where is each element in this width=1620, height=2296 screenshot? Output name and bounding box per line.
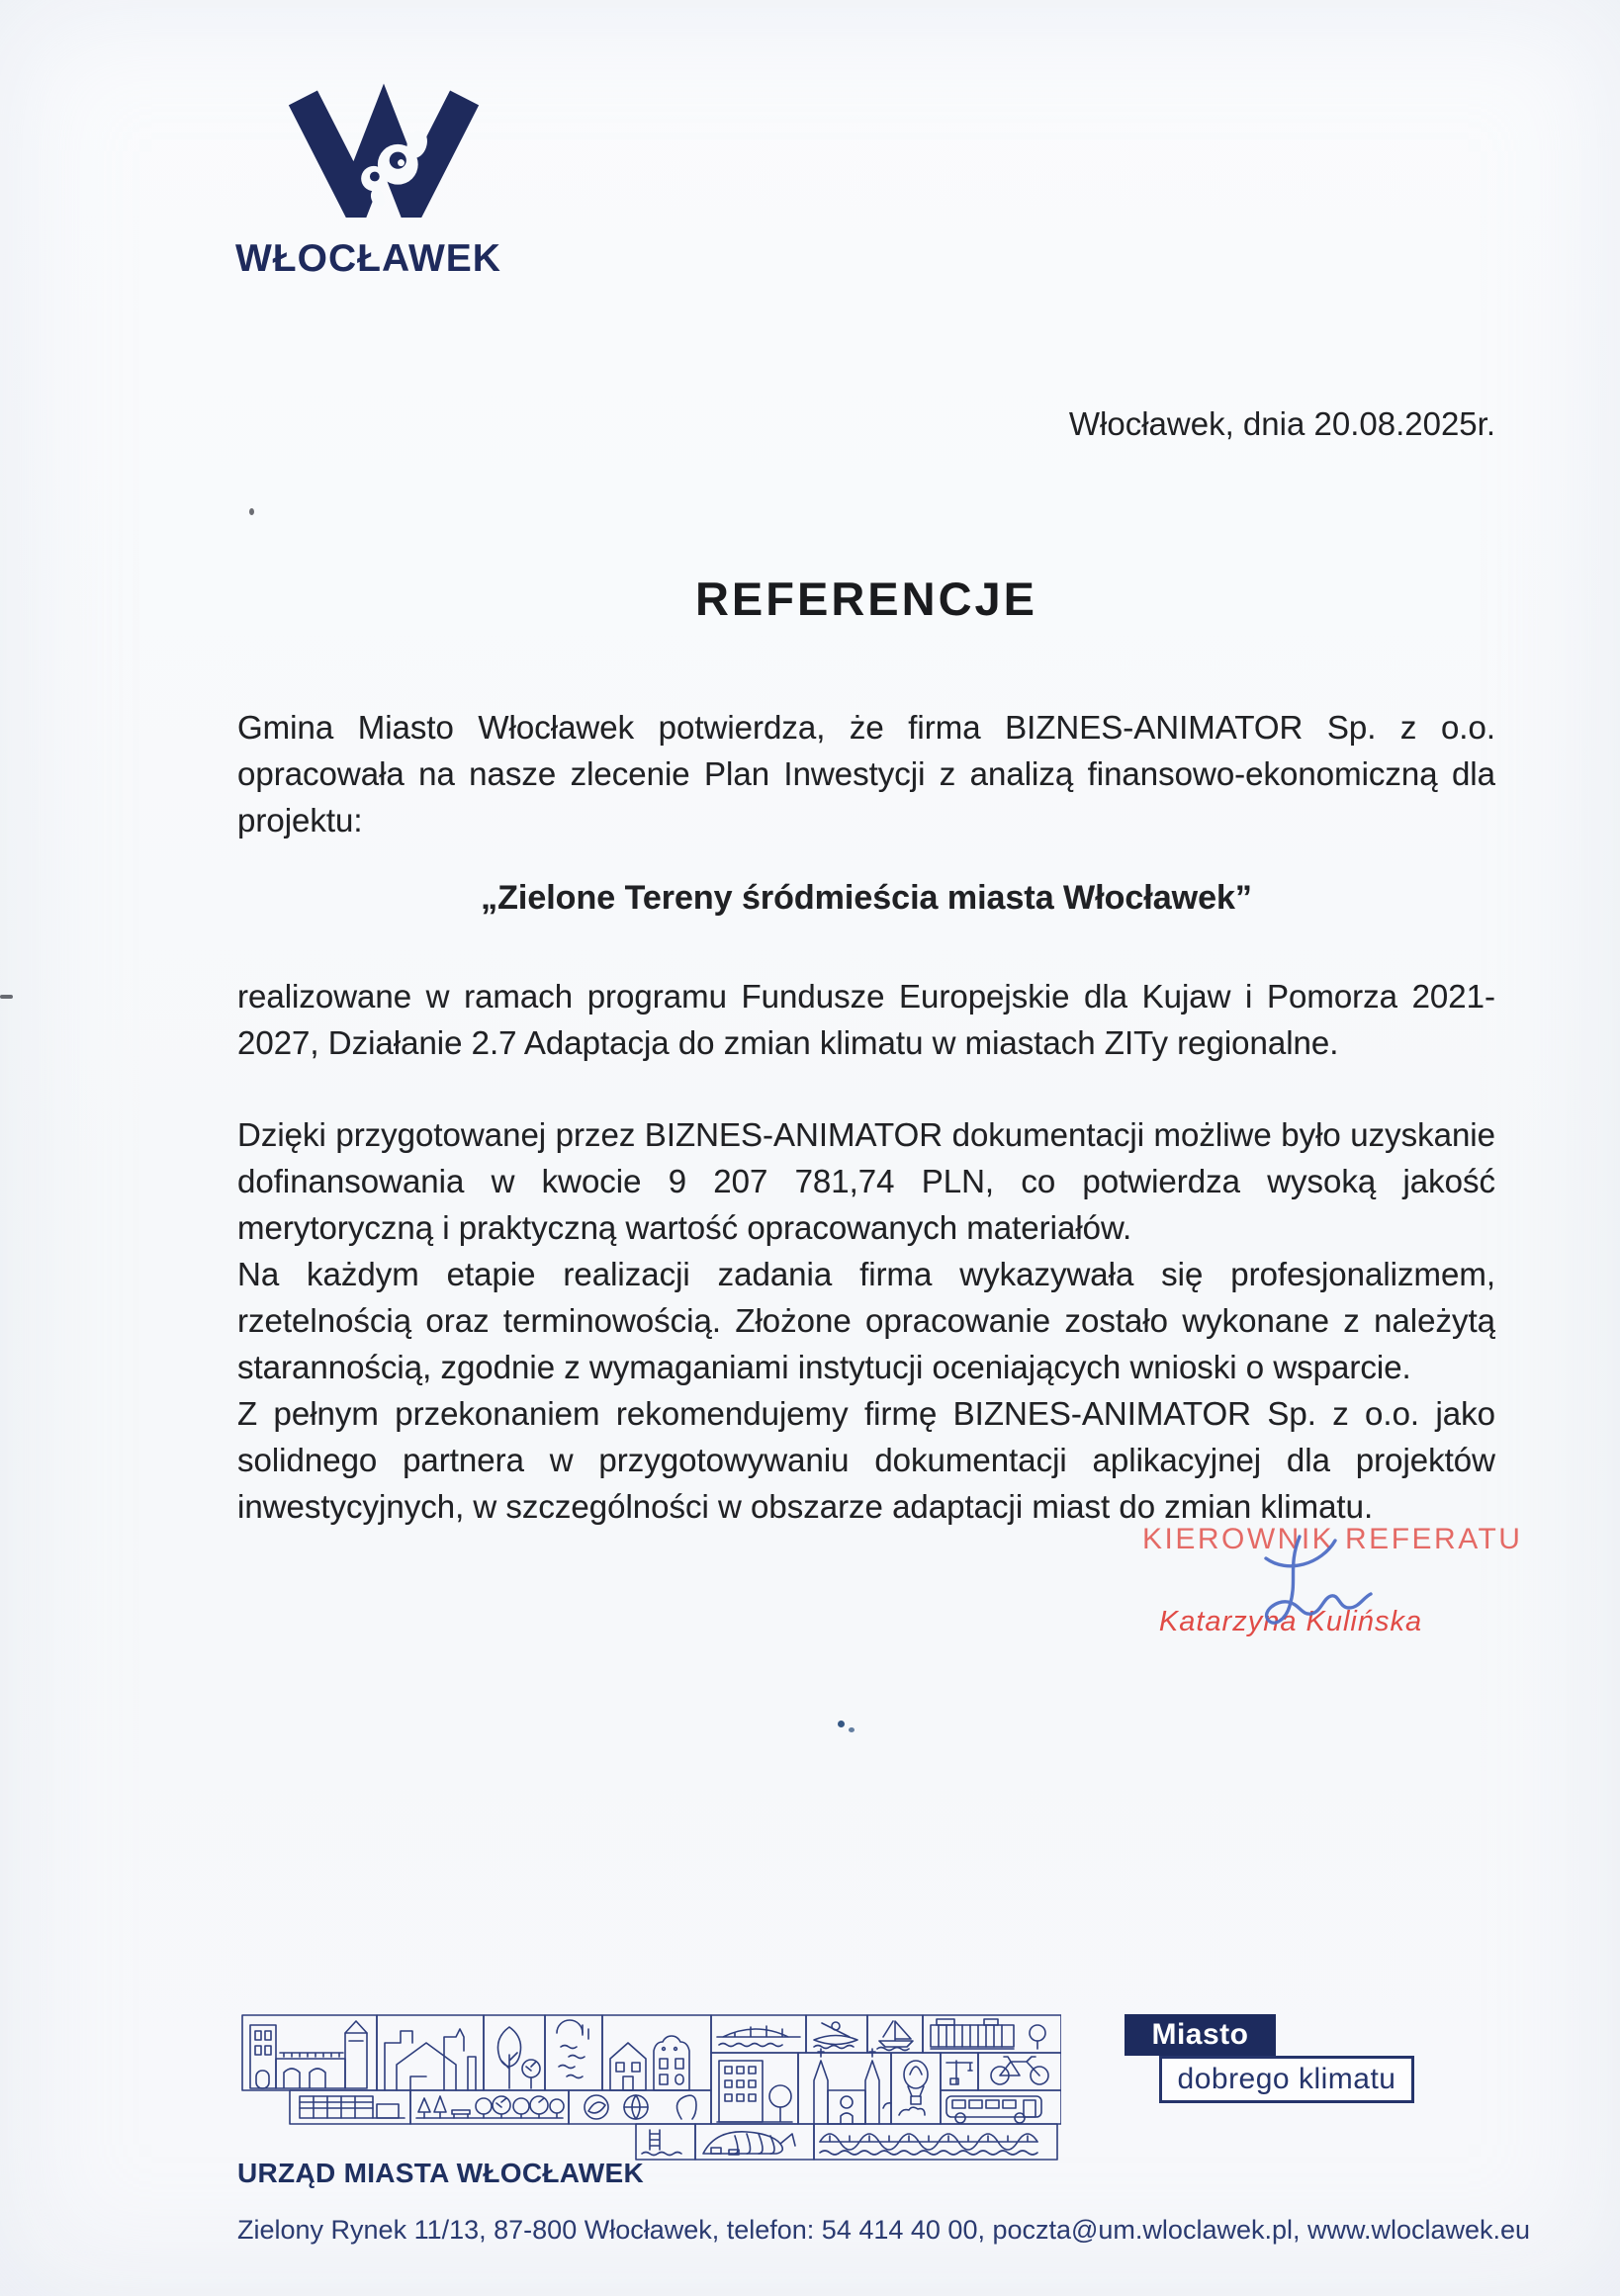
badge-dobrego-klimatu [1159, 2056, 1414, 2103]
brand-wordmark: WŁOCŁAWEK [235, 237, 501, 280]
industry-icon [923, 2015, 1061, 2053]
kayak-icon [806, 2015, 867, 2053]
badge-miasto-label: Miasto [1151, 2018, 1249, 2051]
signature-scribble-icon [1205, 1531, 1393, 1634]
office-building-icon [290, 2090, 410, 2124]
paragraph-funding: Dzięki przygotowanej przez BIZNES-ANIMATOR dokumentacji możliwe było uzyskanie dofinansowania w kwocie 9 207 781,74 PLN, co potwierdza wysoką jakość merytoryczną i praktyczną wartość opracowanych materiałów. [237, 1116, 1495, 1246]
scan-speck [249, 508, 254, 515]
trees-row-icon [410, 2090, 569, 2124]
bus-icon [941, 2090, 1061, 2124]
footer-office-name: URZĄD MIASTA WŁOCŁAWEK [237, 2158, 644, 2188]
badge-miasto [1125, 2014, 1276, 2056]
bridge-icon [711, 2015, 806, 2053]
apartment-icon [711, 2053, 798, 2124]
paragraph-intro: Gmina Miasto Włocławek potwierdza, że firma BIZNES-ANIMATOR Sp. z o.o. opracowała na nasze zlecenie Plan Inwestycji z analizą finansowo-ekonomiczną dla projektu: [237, 709, 1495, 839]
badge-dobrego-klimatu-label: dobrego klimatu [1177, 2063, 1396, 2095]
paragraph-program: realizowane w ramach programu Fundusze Europejskie dla Kujaw i Pomorza 2021-2027, Działanie 2.7 Adaptacja do zmian klimatu w miastach ZITy regionalne. [237, 978, 1495, 1061]
wloclawek-w-logo-icon [283, 83, 485, 218]
bicycle-icon [978, 2053, 1061, 2090]
cathedral-icon [798, 2049, 891, 2124]
project-title: „Zielone Tereny śródmieścia miasta Włocławek” [481, 879, 1252, 917]
page-title: REFERENCJE [694, 573, 1037, 625]
balloon-icon [891, 2053, 941, 2124]
letter-body [237, 704, 1495, 1530]
sailboat-icon [867, 2015, 923, 2053]
garland-bridge-icon [814, 2124, 1057, 2160]
city-mosaic-icon [240, 2013, 1061, 2162]
skyline-icon [377, 2015, 484, 2090]
scan-speck [849, 1727, 855, 1732]
pool-icon [636, 2124, 695, 2160]
whale-hill-icon [695, 2124, 814, 2160]
basilica-icon [242, 2015, 377, 2090]
old-town-houses-icon [602, 2015, 711, 2090]
scan-speck [0, 995, 13, 999]
paragraph-quality: Na każdym etapie realizacji zadania firma wykazywała się profesjonalizmem, rzetelnością oraz terminowością. Złożone opracowanie zostało wykonane z należytą starannością, zgodnie z wymaganiami instytucji oceniających wnioski o wsparcie. [237, 1256, 1495, 1385]
stamp-role: KIEROWNIK REFERATU [1142, 1523, 1523, 1555]
stamp-name: Katarzyna Kulińska [1158, 1606, 1423, 1637]
footer-address-line: Zielony Rynek 11/13, 87-800 Włocławek, telefon: 54 414 40 00, poczta@um.wloclawek.pl, www.wloclawek.eu [237, 2215, 1531, 2245]
scan-speck [838, 1721, 845, 1727]
waterfall-icon [545, 2015, 602, 2090]
park-tree-icon [484, 2015, 545, 2090]
nature-globe-icon [569, 2090, 711, 2124]
date-line: Włocławek, dnia 20.08.2025r. [1068, 405, 1495, 442]
paragraph-recommendation: Z pełnym przekonaniem rekomendujemy firmę BIZNES-ANIMATOR Sp. z o.o. jako solidnego partnera w przygotowywaniu dokumentacji aplikacyjnej dla projektów inwestycyjnych, w szczególności w obszarze adaptacji miast do zmian klimatu. [237, 1395, 1495, 1525]
crane-icon [941, 2053, 978, 2090]
